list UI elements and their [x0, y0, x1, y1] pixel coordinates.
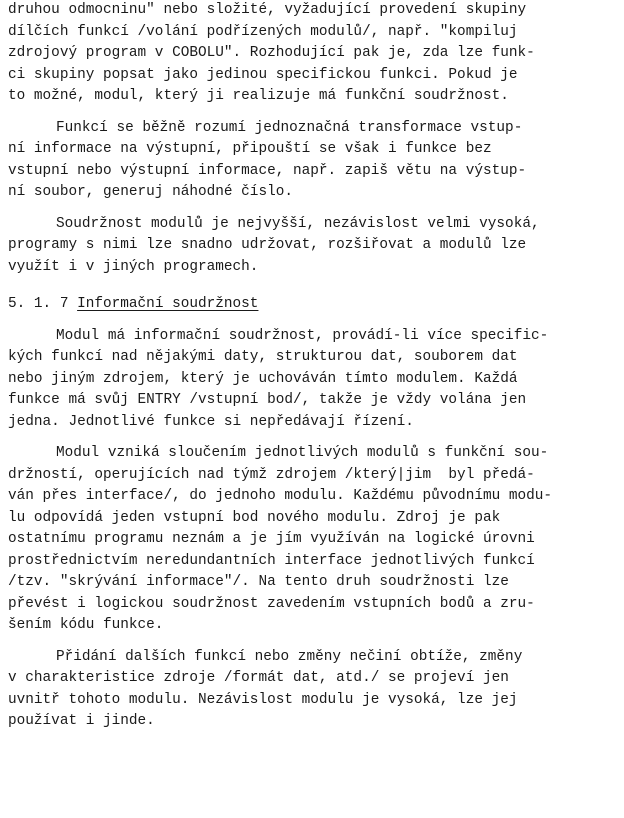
- paragraph-3: [8, 214, 618, 279]
- text-line: funkce má svůj ENTRY /vstupní bod/, takže je vždy volána jen: [8, 392, 527, 408]
- text-line: Modul má informační soudržnost, provádí-li více specific-: [56, 327, 549, 344]
- text-line: ci skupiny popsat jako jedinou specifickou funkci. Pokud je: [8, 66, 518, 83]
- text-line: šením kódu funkce.: [8, 617, 164, 633]
- paragraph-6: [8, 647, 618, 733]
- text-line: ostatnímu programu neznám a je jím využíván na logické úrovni: [8, 531, 535, 547]
- text-line: to možné, modul, který ji realizuje má funkční soudržnost.: [8, 88, 509, 104]
- text-line: nebo jiným zdrojem, který je uchováván tímto modulem. Každá: [8, 370, 518, 387]
- text-line: kých funkcí nad nějakými daty, strukturou dat, souborem dat: [8, 349, 518, 365]
- section-title: Informační soudržnost: [77, 296, 259, 312]
- text-line: využít i v jiných programech.: [8, 258, 259, 275]
- text-line: Soudržnost modulů je nejvyšší, nezávislost velmi vysoká,: [56, 215, 540, 232]
- paragraph-1: [8, 0, 618, 108]
- text-line: ní soubor, generuj náhodné číslo.: [8, 184, 293, 200]
- text-line: Modul vzniká sloučením jednotlivých modulů s funkční sou-: [56, 445, 549, 461]
- text-line: jedna. Jednotlivé funkce si nepředávají řízení.: [8, 413, 414, 430]
- text-line: v charakteristice zdroje /formát dat, atd./ se projeví jen: [8, 670, 509, 686]
- text-line: Přidání dalších funkcí nebo změny nečiní obtíže, změny: [56, 648, 523, 665]
- paragraph-2: [8, 118, 618, 204]
- paragraph-4: [8, 326, 618, 434]
- text-line: prostřednictvím neredundantních interface jednotlivých funkcí: [8, 552, 535, 569]
- text-line: /tzv. "skrývání informace"/. Na tento druh soudržnosti lze: [8, 574, 509, 590]
- text-line: zdrojový program v COBOLU". Rozhodující pak je, zda lze funk-: [8, 45, 535, 61]
- text-line: ní informace na výstupní, připouští se však i funkce bez: [8, 141, 492, 157]
- text-line: programy s nimi lze snadno udržovat, rozšiřovat a modulů lze: [8, 237, 527, 253]
- text-line: držností, operujících nad týmž zdrojem /který|jim byl předá-: [8, 466, 535, 483]
- text-line: dílčích funkcí /volání podřízených modulů/, např. "kompiluj: [8, 23, 518, 40]
- section-heading: [8, 294, 618, 316]
- text-line: převést i logickou soudržnost zavedením vstupních bodů a zru-: [8, 595, 535, 612]
- text-line: ván přes interface/, do jednoho modulu. Každému původnímu modu-: [8, 488, 553, 504]
- text-line: používat i jinde.: [8, 713, 155, 729]
- text-line: vstupní nebo výstupní informace, např. zapiš větu na výstup-: [8, 162, 527, 179]
- text-line: druhou odmocninu" nebo složité, vyžadující provedení skupiny: [8, 2, 527, 18]
- paragraph-5: [8, 443, 618, 637]
- text-line: lu odpovídá jeden vstupní bod nového modulu. Zdroj je pak: [8, 509, 501, 526]
- text-line: Funkcí se běžně rozumí jednoznačná transformace vstup-: [56, 119, 523, 136]
- text-line: uvnitř tohoto modulu. Nezávislost modulu je vysoká, lze jej: [8, 691, 518, 708]
- section-number: 5. 1. 7: [8, 296, 69, 312]
